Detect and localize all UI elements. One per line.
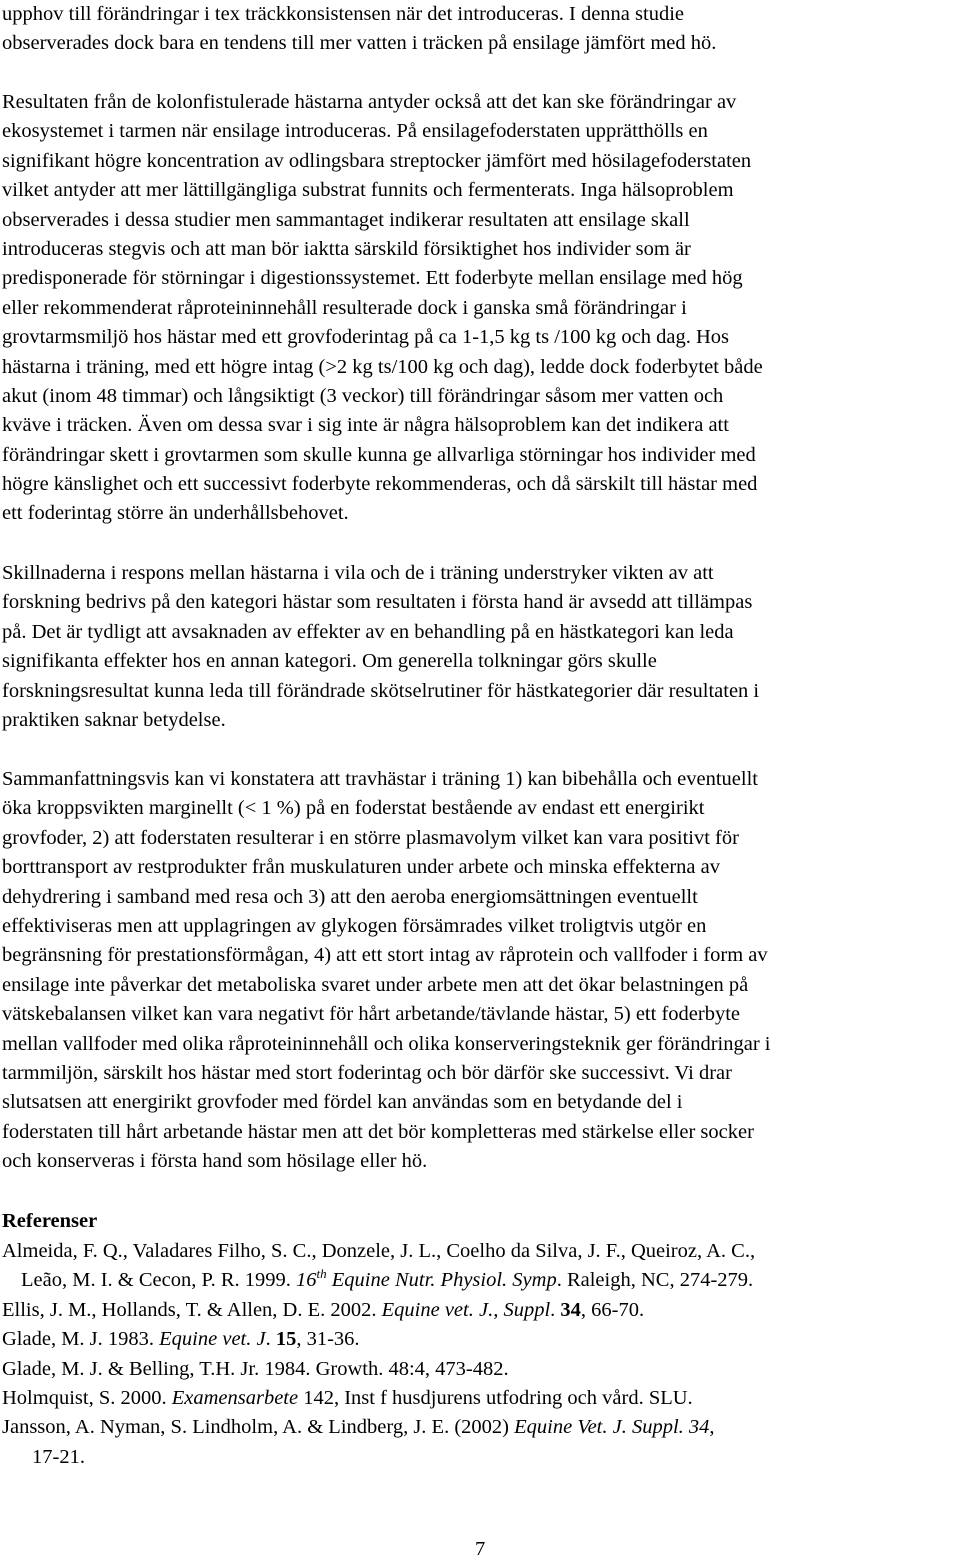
reference-almeida-line1: Almeida, F. Q., Valadares Filho, S. C., Donzele, J. L., Coelho da Silva, J. F., Queiroz, A. C., (2, 1240, 756, 1262)
text-line: begränsning för prestationsförmågan, 4) att ett stort intag av råprotein och vallfoder i form av (2, 944, 768, 967)
text-line: förändringar skett i grovtarmen som skulle kunna ge allvarliga störningar hos individer med (2, 443, 756, 466)
reference-text: , 31-36. (296, 1328, 360, 1351)
text-line: praktiken saknar betydelse. (2, 708, 226, 731)
text-line: kväve i träcken. Även om dessa svar i sig inte är några hälsoproblem kan det indikera att (2, 414, 729, 437)
reference-text: 142, Inst f husdjurens utfodring och vård. SLU. (298, 1386, 693, 1409)
text-line: effektiviseras men att upplagringen av glykogen försämrades vilket troligtvis utgör en (2, 914, 707, 937)
reference-text: Ellis, J. M., Hollands, T. & Allen, D. E. 2002. (2, 1298, 382, 1321)
paragraph-ensilage-intro (2, 0, 956, 59)
text-line: observerades i dessa studier men sammantaget indikerar resultaten att ensilage skall (2, 208, 690, 231)
text-line: grovtarmsmiljö hos hästar med ett grovfoderintag på ca 1-1,5 kg ts /100 kg och dag. Hos (2, 326, 730, 349)
paragraph-response-differences (2, 559, 956, 735)
text-line: signifikanta effekter hos en annan kategori. Om generella tolkningar görs skulle (2, 650, 657, 673)
paragraph-summary (2, 765, 956, 1176)
reference-symposium-number: 16 (296, 1269, 317, 1292)
text-line: tarmmiljön, särskilt hos hästar med stort foderintag och bör därför ske successivt. Vi drar (2, 1061, 732, 1084)
paragraph-colon-fistulated-results (2, 88, 956, 529)
text-line: ekosystemet i tarmen när ensilage introduceras. På ensilagefoderstaten upprätthölls en (2, 120, 708, 143)
reference-volume: 15 (275, 1328, 297, 1351)
text-line: öka kroppsvikten marginellt (< 1 %) på en foderstat bestående av endast ett energirikt (2, 797, 705, 820)
reference-ordinal-suffix: th (316, 1266, 327, 1282)
text-line: introduceras stegvis och att man bör iaktta särskild försiktighet hos individer som är (2, 237, 691, 260)
text-line: Resultaten från de kolonfistulerade hästarna antyder också att det kan ske förändringar av (2, 91, 737, 113)
reference-text: . Raleigh, NC, 274-279. (556, 1269, 754, 1292)
text-line: forskning bedrivs på den kategori hästar som resultaten i första hand är avsedd att tillämpas (2, 591, 753, 614)
text-line: predisponerade för störningar i digestionssystemet. Ett foderbyte mellan ensilage med hög (2, 267, 743, 290)
reference-journal: Equine vet. J (159, 1328, 266, 1351)
text-line: grovfoder, 2) att foderstaten resulterar i en större plasmavolym vilket kan vara positivt för (2, 826, 739, 849)
reference-text: Glade, M. J. 1983. (2, 1328, 160, 1351)
text-line: forskningsresultat kunna leda till förändrade skötselrutiner för hästkategorier där resultaten i (2, 679, 760, 702)
reference-text: Leão, M. I. & Cecon, P. R. 1999. (21, 1269, 297, 1292)
text-line: ensilage inte påverkar det metaboliska svaret under arbete men att det ökar belastningen på (2, 973, 749, 996)
reference-text: , 66-70. (580, 1298, 645, 1321)
reference-journal: Equine vet. J., Suppl (381, 1298, 551, 1321)
reference-journal (296, 1266, 557, 1292)
reference-text: Jansson, A. Nyman, S. Lindholm, A. & Lindberg, J. E. (2002) (2, 1416, 515, 1439)
text-line: dehydrering i samband med resa och 3) att den aeroba energiomsättningen eventuellt (2, 885, 698, 908)
text-line: observerades dock bara en tendens till mer vatten i träcken på ensilage jämfört med hö. (2, 32, 717, 55)
text-line: vätskebalansen vilket kan vara negativt för hårt arbetande/tävlande hästar, 5) ett foderbyte (2, 1003, 740, 1026)
references-heading: Referenser (2, 1210, 98, 1232)
reference-journal: Equine Vet. J. Suppl. 34 (514, 1416, 710, 1439)
reference-journal-title: Equine Nutr. Physiol. Symp (326, 1269, 557, 1292)
reference-volume: 34 (560, 1298, 581, 1321)
reference-text: , (709, 1416, 715, 1439)
text-line: upphov till förändringar i tex träckkonsistensen när det introduceras. I denna studie (2, 3, 684, 25)
text-line: akut (inom 48 timmar) och långsiktigt (3 veckor) till förändringar såsom mer vatten och (2, 384, 724, 407)
text-line: ett foderintag större än underhållsbehovet. (2, 502, 349, 525)
reference-text: Holmquist, S. 2000. (2, 1386, 172, 1409)
reference-holmquist (2, 1384, 956, 1413)
text-line: på. Det är tydligt att avsaknaden av effekter av en behandling på en hästkategori kan leda (2, 620, 734, 643)
text-line: foderstaten till hårt arbetande hästar men att det bör kompletteras med stärkelse eller socker (2, 1120, 754, 1143)
reference-jansson-line2: 17-21. (32, 1445, 85, 1468)
reference-journal: Examensarbete (171, 1386, 299, 1409)
text-line: mellan vallfoder med olika råproteininnehåll och olika konserveringsteknik ger förändringar i (2, 1032, 771, 1055)
reference-glade-1983 (2, 1325, 956, 1354)
reference-text: . (265, 1328, 276, 1351)
reference-glade-1984: Glade, M. J. & Belling, T.H. Jr. 1984. Growth. 48:4, 473-482. (2, 1357, 509, 1380)
reference-jansson-line1 (2, 1413, 956, 1442)
text-line: slutsatsen att energirikt grovfoder med fördel kan användas som en betydande del i (2, 1091, 683, 1114)
text-line: borttransport av restprodukter från muskulaturen under arbete och minska effekterna av (2, 856, 720, 879)
reference-ellis (2, 1296, 956, 1325)
reference-list (2, 1237, 956, 1472)
text-line: Sammanfattningsvis kan vi konstatera att travhästar i träning 1) kan bibehålla och eventuellt (2, 768, 758, 790)
text-line: hästarna i träning, med ett högre intag (>2 kg ts/100 kg och dag), ledde dock foderbytet både (2, 355, 763, 378)
text-line: och konserveras i första hand som hösilage eller hö. (2, 1150, 428, 1173)
text-line: högre känslighet och ett successivt foderbyte rekommenderas, och då särskilt till hästar med (2, 473, 758, 496)
reference-almeida-line2 (2, 1266, 956, 1295)
text-line: eller rekommenderat råproteininnehåll resulterade dock i ganska små förändringar i (2, 296, 687, 319)
reference-text: . (550, 1298, 561, 1321)
text-line: signifikant högre koncentration av odlingsbara streptocker jämfört med hösilagefoderstaten (2, 149, 752, 172)
text-line: vilket antyder att mer lättillgängliga substrat funnits och fermenterats. Inga hälsoproblem (2, 179, 734, 202)
page-number: 7 (475, 1538, 486, 1560)
text-line: Skillnaderna i respons mellan hästarna i vila och de i träning understryker vikten av att (2, 562, 714, 584)
